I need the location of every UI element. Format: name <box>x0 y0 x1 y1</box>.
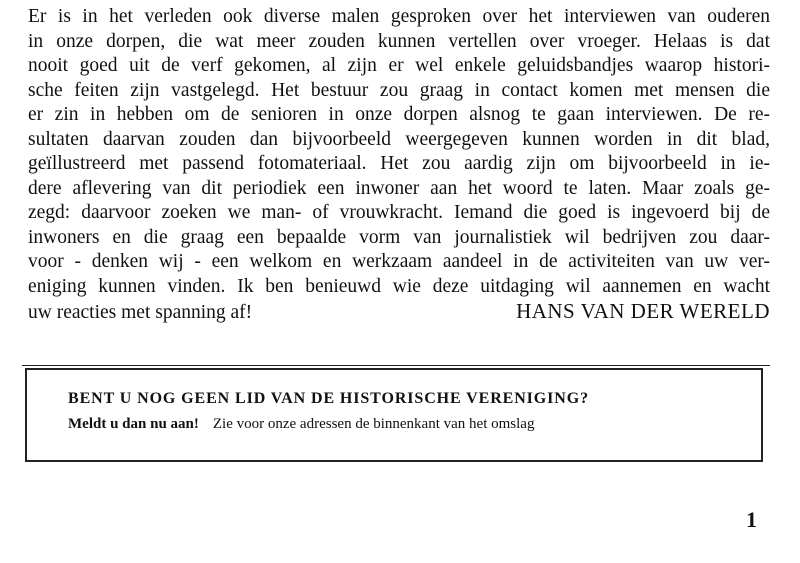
article-line: inwoners en die graag een bepaalde vorm van journalistiek wil bedrijven zou daar- <box>28 226 770 248</box>
article-line: voor - denken wij - een welkom en werkzaam aandeel in de activiteiten van uw ver- <box>28 251 770 272</box>
page-number: 1 <box>746 507 757 532</box>
article-closing-line <box>28 299 770 324</box>
section-divider <box>22 365 770 366</box>
article-line: Er is in het verleden ook diverse malen gesproken over het interviewen van ouderen <box>28 6 770 27</box>
article-line: dere aflevering van dit periodiek een inwoner aan het woord te laten. Maar zoals ge- <box>28 177 770 199</box>
article-line: geïllustreerd met passend fotomateriaal. Het zou aardig zijn om bijvoorbeeld in ie- <box>28 153 770 174</box>
article-line: eniging kunnen vinden. Ik ben benieuwd wie deze uitdaging wil aannemen en wacht <box>28 275 770 297</box>
notice-text: Zie voor onze adressen de binnenkant van het omslag <box>212 416 535 432</box>
article-line: in onze dorpen, die wat meer zouden kunnen vertellen over vroeger. Helaas is dat <box>28 30 770 52</box>
notice-heading: BENT U NOG GEEN LID VAN DE HISTORISCHE VERENIGING? <box>68 390 589 407</box>
article-last-line: uw reacties met spanning af! <box>28 302 253 323</box>
article-line: sultaten daarvan zouden dan bijvoorbeeld weergegeven kunnen worden in dit blad, <box>28 128 770 150</box>
author-signature: HANS VAN DER WERELD <box>516 299 770 323</box>
article-text <box>28 5 770 324</box>
article-line: er zin in hebben om de senioren in onze dorpen alsnog te gaan interviewen. De re- <box>28 104 770 125</box>
article-line: sche feiten zijn vastgelegd. Het bestuur zou graag in contact komen met mensen die <box>28 79 770 101</box>
notice-body <box>68 416 534 433</box>
article-line: nooit goed uit de verf gekomen, al zijn er wel enkele geluidsbandjes waarop histori- <box>28 55 770 76</box>
membership-notice-box <box>25 368 763 462</box>
notice-emphasis: Meldt u dan nu aan! <box>68 416 199 432</box>
article-line: zegd: daarvoor zoeken we man- of vrouwkracht. Iemand die goed is ingevoerd bij de <box>28 202 770 223</box>
